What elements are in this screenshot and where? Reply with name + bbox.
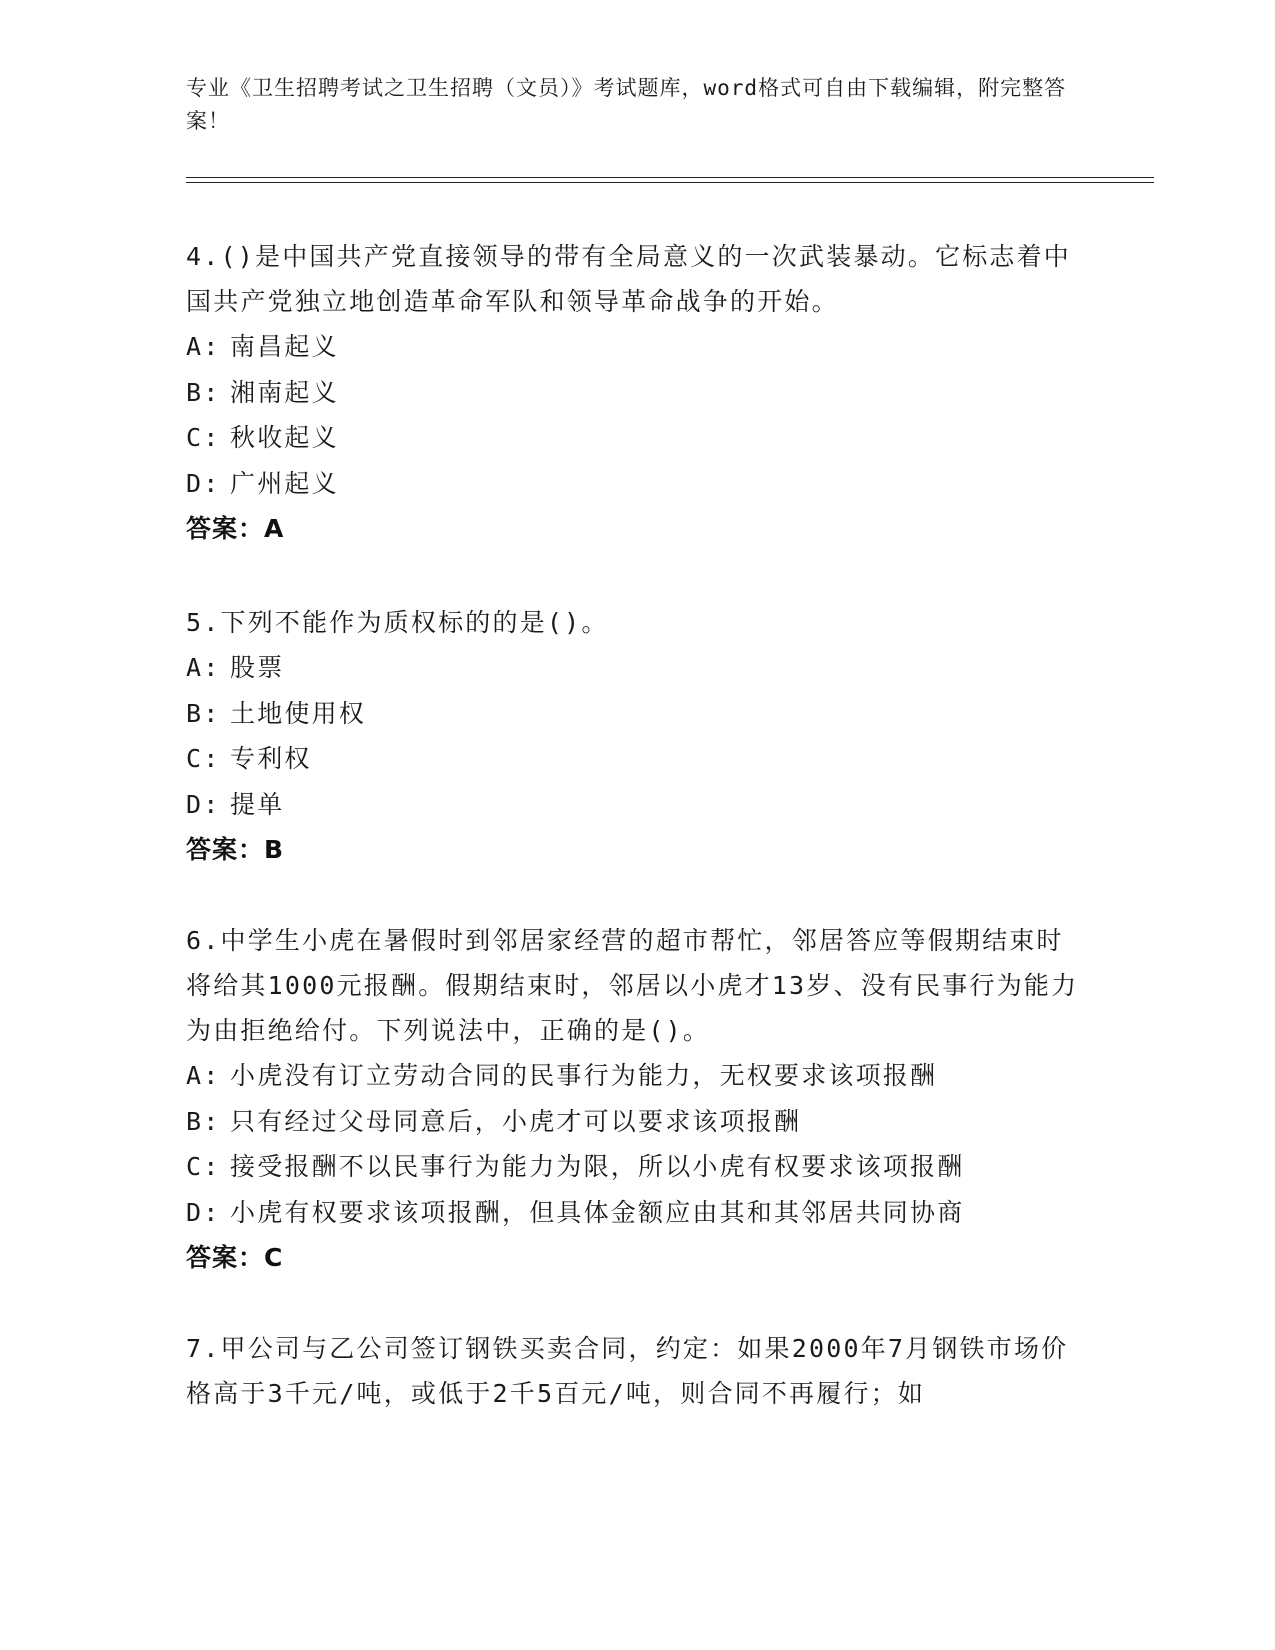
option-d — [186, 461, 1086, 507]
option-b — [186, 1099, 1086, 1145]
question-text: 4.()是中国共产党直接领导的带有全局意义的一次武装暴动。它标志着中国共产党独立地创造革命军队和领导革命战争的开始。 — [186, 242, 1072, 316]
option-a — [186, 1053, 1086, 1099]
option-c — [186, 736, 1086, 782]
option-label: C: — [186, 423, 221, 452]
question-4 — [186, 234, 1086, 551]
option-d — [186, 782, 1086, 828]
question-text: 5.下列不能作为质权标的的是()。 — [186, 608, 609, 637]
question-text: 6.中学生小虎在暑假时到邻居家经营的超市帮忙，邻居答应等假期结束时将给其1000元报酬。假期结束时，邻居以小虎才13岁、没有民事行为能力为由拒绝给付。下列说法中，正确的是()。 — [186, 926, 1079, 1045]
option-a — [186, 645, 1086, 691]
answer: 答案：A — [186, 514, 285, 543]
option-text: 只有经过父母同意后，小虎才可以要求该项报酬 — [230, 1106, 802, 1136]
header-rule-bottom — [186, 182, 1154, 183]
option-text: 接受报酬不以民事行为能力为限，所以小虎有权要求该项报酬 — [230, 1152, 965, 1181]
option-text: 专利权 — [230, 744, 312, 773]
question-6 — [186, 918, 1086, 1280]
option-text: 小虎有权要求该项报酬，但具体金额应由其和其邻居共同协商 — [230, 1197, 965, 1227]
option-b — [186, 691, 1086, 737]
question-7 — [186, 1326, 1086, 1416]
option-label: A: — [186, 1061, 221, 1090]
option-label: C: — [186, 1152, 221, 1181]
option-d — [186, 1190, 1086, 1236]
question-text: 7.甲公司与乙公司签订钢铁买卖合同，约定：如果2000年7月钢铁市场价格高于3千元/吨，或低于2千5百元/吨，则合同不再履行；如 — [186, 1334, 1069, 1408]
option-label: D: — [186, 789, 221, 819]
header-text: 专业《卫生招聘考试之卫生招聘（文员）》考试题库，word格式可自由下载编辑，附完整答案！ — [186, 76, 1067, 133]
question-5 — [186, 600, 1086, 872]
option-label: D: — [186, 468, 221, 498]
option-label: A: — [186, 332, 221, 361]
option-label: B: — [186, 377, 221, 407]
option-b — [186, 370, 1086, 416]
option-text: 土地使用权 — [230, 698, 367, 728]
option-a — [186, 324, 1086, 370]
option-c — [186, 415, 1086, 461]
option-text: 秋收起义 — [230, 423, 339, 452]
option-text: 提单 — [230, 789, 285, 819]
option-label: A: — [186, 653, 221, 682]
option-label: D: — [186, 1197, 221, 1227]
option-label: C: — [186, 744, 221, 773]
option-text: 股票 — [230, 653, 285, 682]
answer: 答案：B — [186, 835, 285, 864]
option-label: B: — [186, 1106, 221, 1136]
option-text: 湘南起义 — [230, 377, 339, 407]
header-rule-top — [186, 177, 1154, 178]
option-text: 南昌起义 — [230, 332, 339, 361]
answer: 答案：C — [186, 1243, 284, 1272]
document-header — [186, 72, 1086, 138]
option-text: 广州起义 — [230, 468, 339, 498]
option-text: 小虎没有订立劳动合同的民事行为能力，无权要求该项报酬 — [230, 1061, 938, 1090]
option-c — [186, 1144, 1086, 1190]
option-label: B: — [186, 698, 221, 728]
